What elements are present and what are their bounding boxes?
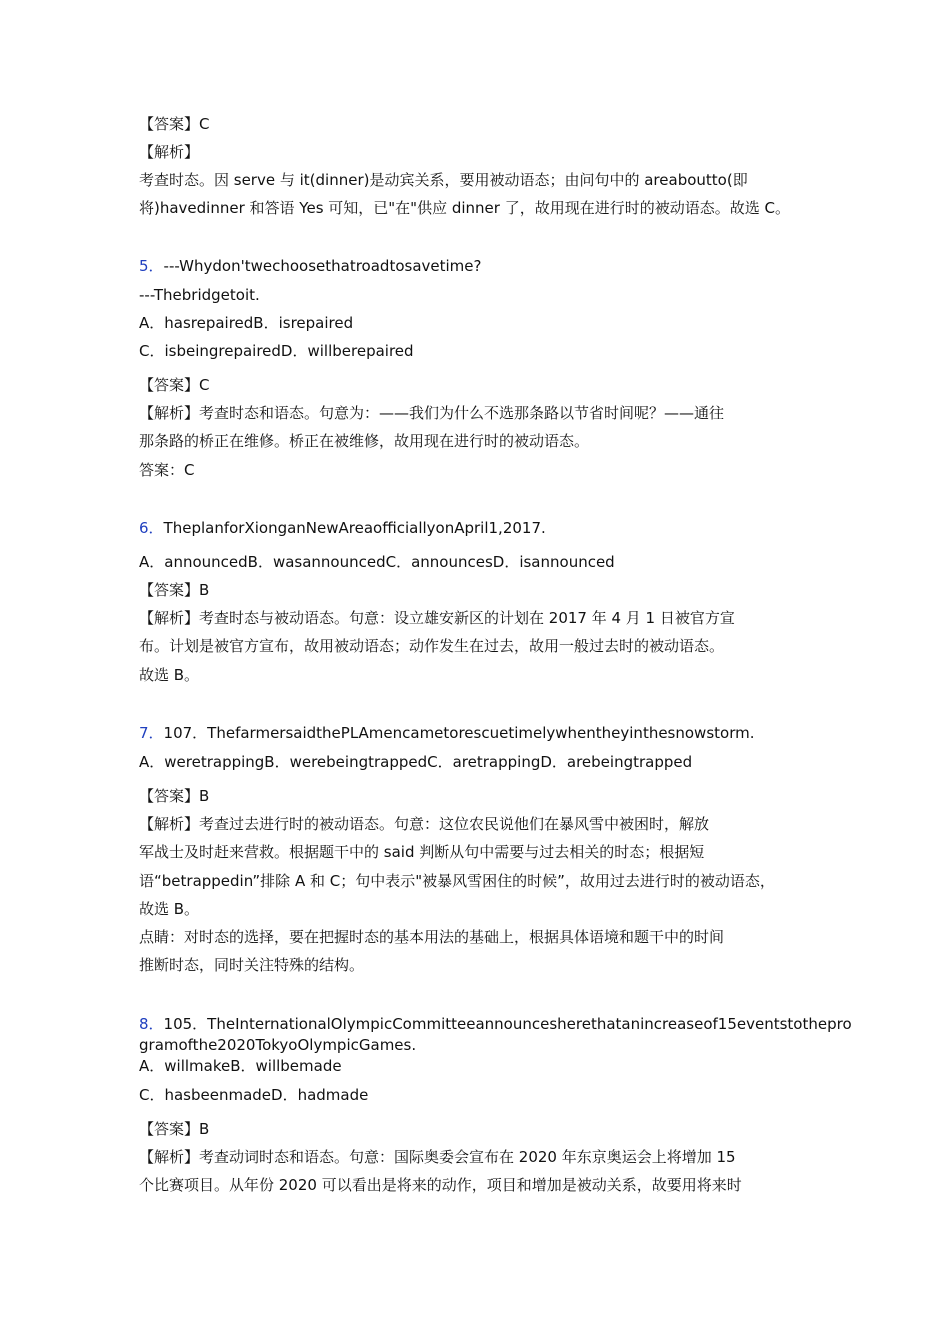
answer-line: 【答案】C (139, 115, 210, 133)
question-number: 6． (139, 519, 164, 537)
explanation-line: 【解析】考查动词时态和语态。句意：国际奥委会宣布在 2020 年东京奥运会上将增加 15 (139, 1148, 736, 1166)
explanation-line: 【解析】考查时态和语态。句意为：——我们为什么不选那条路以节省时间呢？——通往 (139, 404, 725, 422)
explanation-line: 个比赛项目。从年份 2020 可以看出是将来的动作，项目和增加是被动关系，故要用将来时 (139, 1176, 742, 1194)
question-8-options-cd: C．hasbeenmadeD．hadmade (139, 1086, 369, 1104)
explanation-heading: 【解析】 (139, 143, 200, 161)
question-number: 8． (139, 1015, 164, 1033)
explanation-line: 那条路的桥正在维修。桥正在被维修，故用现在进行时的被动语态。 (139, 432, 590, 450)
tip-line: 点睛：对时态的选择，要在把握时态的基本用法的基础上，根据具体语境和题干中的时间 (139, 928, 725, 946)
explanation-line: 答案：C (139, 461, 195, 479)
question-5-stem-line-2: ---Thebridgetoit. (139, 286, 260, 304)
explanation-line: 【解析】考查时态与被动语态。句意：设立雄安新区的计划在 2017 年 4 月 1 日被官方宣 (139, 609, 735, 627)
question-text: TheplanforXionganNewAreaofficiallyonApril1,2017. (163, 519, 546, 537)
question-5-options-cd: C．isbeingrepairedD．willberepaired (139, 342, 414, 360)
question-text: 107．ThefarmersaidthePLAmencametorescuetimelywhentheyinthesnowstorm. (163, 724, 755, 742)
question-8-options-ab: A．willmakeB．willbemade (139, 1057, 342, 1075)
explanation-line: 故选 B。 (139, 666, 200, 684)
answer-line: 【答案】B (139, 1120, 210, 1138)
answer-line: 【答案】C (139, 376, 210, 394)
question-7-options: A．weretrappingB．werebeingtrappedC．aretrappingD．arebeingtrapped (139, 753, 693, 771)
answer-line: 【答案】B (139, 787, 210, 805)
question-8-stem (139, 1014, 852, 1034)
explanation-line: 语“betrappedin”排除 A 和 C；句中表示"被暴风雪困住的时候”，故用过去进行时的被动语态， (139, 872, 775, 890)
tip-line: 推断时态，同时关注特殊的结构。 (139, 956, 365, 974)
question-text: ---Whydon'twechoosethatroadtosavetime? (163, 257, 482, 275)
question-6-stem (139, 518, 546, 538)
question-text: 105．TheInternationalOlympicCommitteeannouncesherethatanincreaseof15eventstothepro (163, 1015, 852, 1033)
question-5-options-ab: A．hasrepairedB．isrepaired (139, 314, 354, 332)
explanation-line: 【解析】考查过去进行时的被动语态。句意：这位农民说他们在暴风雪中被困时，解放 (139, 815, 710, 833)
question-6-options: A．announcedB．wasannouncedC．announcesD．isannounced (139, 553, 615, 571)
question-number: 7． (139, 724, 164, 742)
explanation-line: 考查时态。因 serve 与 it(dinner)是动宾关系，要用被动语态；由问句中的 areaboutto(即 (139, 171, 748, 189)
explanation-line: 将)havedinner 和答语 Yes 可知，已"在"供应 dinner 了，故用现在进行时的被动语态。故选 C。 (139, 199, 790, 217)
question-number: 5． (139, 257, 164, 275)
answer-line: 【答案】B (139, 581, 210, 599)
question-8-stem-line-2: gramofthe2020TokyoOlympicGames. (139, 1036, 417, 1054)
question-5-stem (139, 256, 481, 276)
question-7-stem (139, 723, 754, 743)
explanation-line: 布。计划是被官方宣布，故用被动语态；动作发生在过去，故用一般过去时的被动语态。 (139, 637, 725, 655)
explanation-line: 军战士及时赶来营救。根据题干中的 said 判断从句中需要与过去相关的时态；根据短 (139, 843, 705, 861)
explanation-line: 故选 B。 (139, 900, 200, 918)
